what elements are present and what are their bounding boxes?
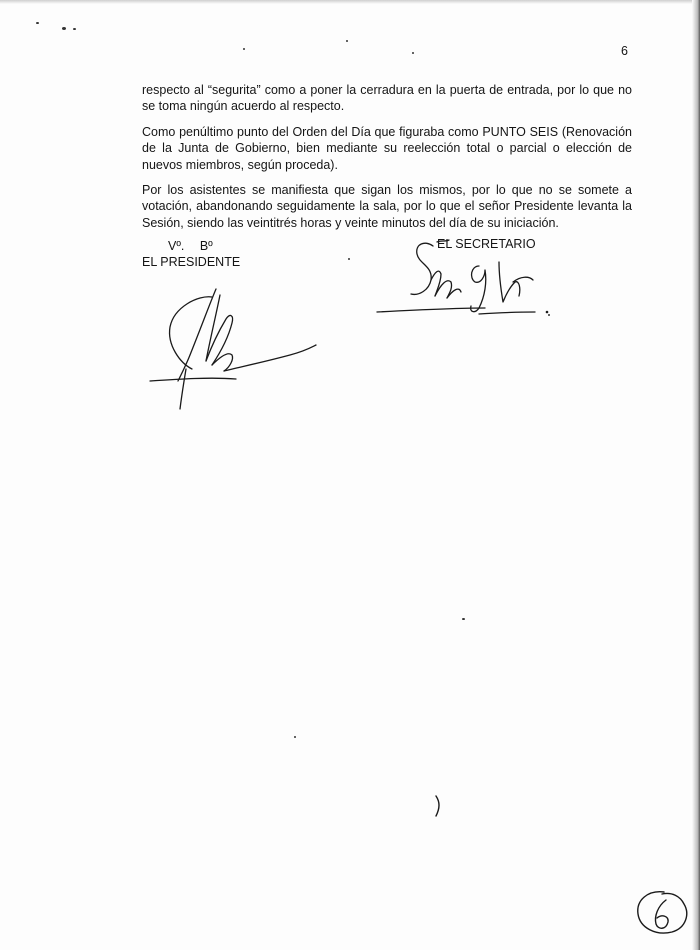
scan-speck	[243, 48, 245, 50]
scan-speck	[462, 618, 465, 620]
paragraph-2: Como penúltimo punto del Orden del Día que figuraba como PUNTO SEIS (Renovación de la Junta de Gobierno, bien mediante su reelección total o parcial o elección de nuevos miembros, según proceda).	[142, 125, 632, 172]
president-label: EL PRESIDENTE	[142, 255, 241, 269]
scan-edge-top	[0, 0, 700, 4]
secretary-signature	[375, 236, 555, 326]
scan-edge-right	[692, 0, 700, 950]
page-number: 6	[621, 44, 628, 58]
scan-speck	[346, 40, 348, 42]
circled-page-number-mark	[632, 888, 692, 938]
scan-speck	[348, 258, 350, 260]
secretary-label: EL SECRETARIO	[437, 237, 536, 251]
scan-speck	[412, 52, 414, 54]
president-signature	[140, 285, 330, 415]
scan-speck	[62, 27, 66, 30]
scan-speck	[73, 28, 76, 30]
scan-speck	[294, 736, 296, 738]
visto-bueno-label: Vº. Bº	[168, 239, 213, 253]
margin-mark	[432, 794, 444, 818]
paragraph-3: Por los asistentes se manifiesta que sigan los mismos, por lo que no se somete a votación, abandonando seguidamente la sala, por lo que el señor Presidente levanta la Sesión, siendo las veintitrés horas y veinte minutos del día de su iniciación.	[142, 183, 632, 230]
paragraph-1: respecto al “segurita” como a poner la cerradura en la puerta de entrada, por lo que no se toma ningún acuerdo al respecto.	[142, 83, 632, 114]
scan-speck	[36, 22, 39, 24]
